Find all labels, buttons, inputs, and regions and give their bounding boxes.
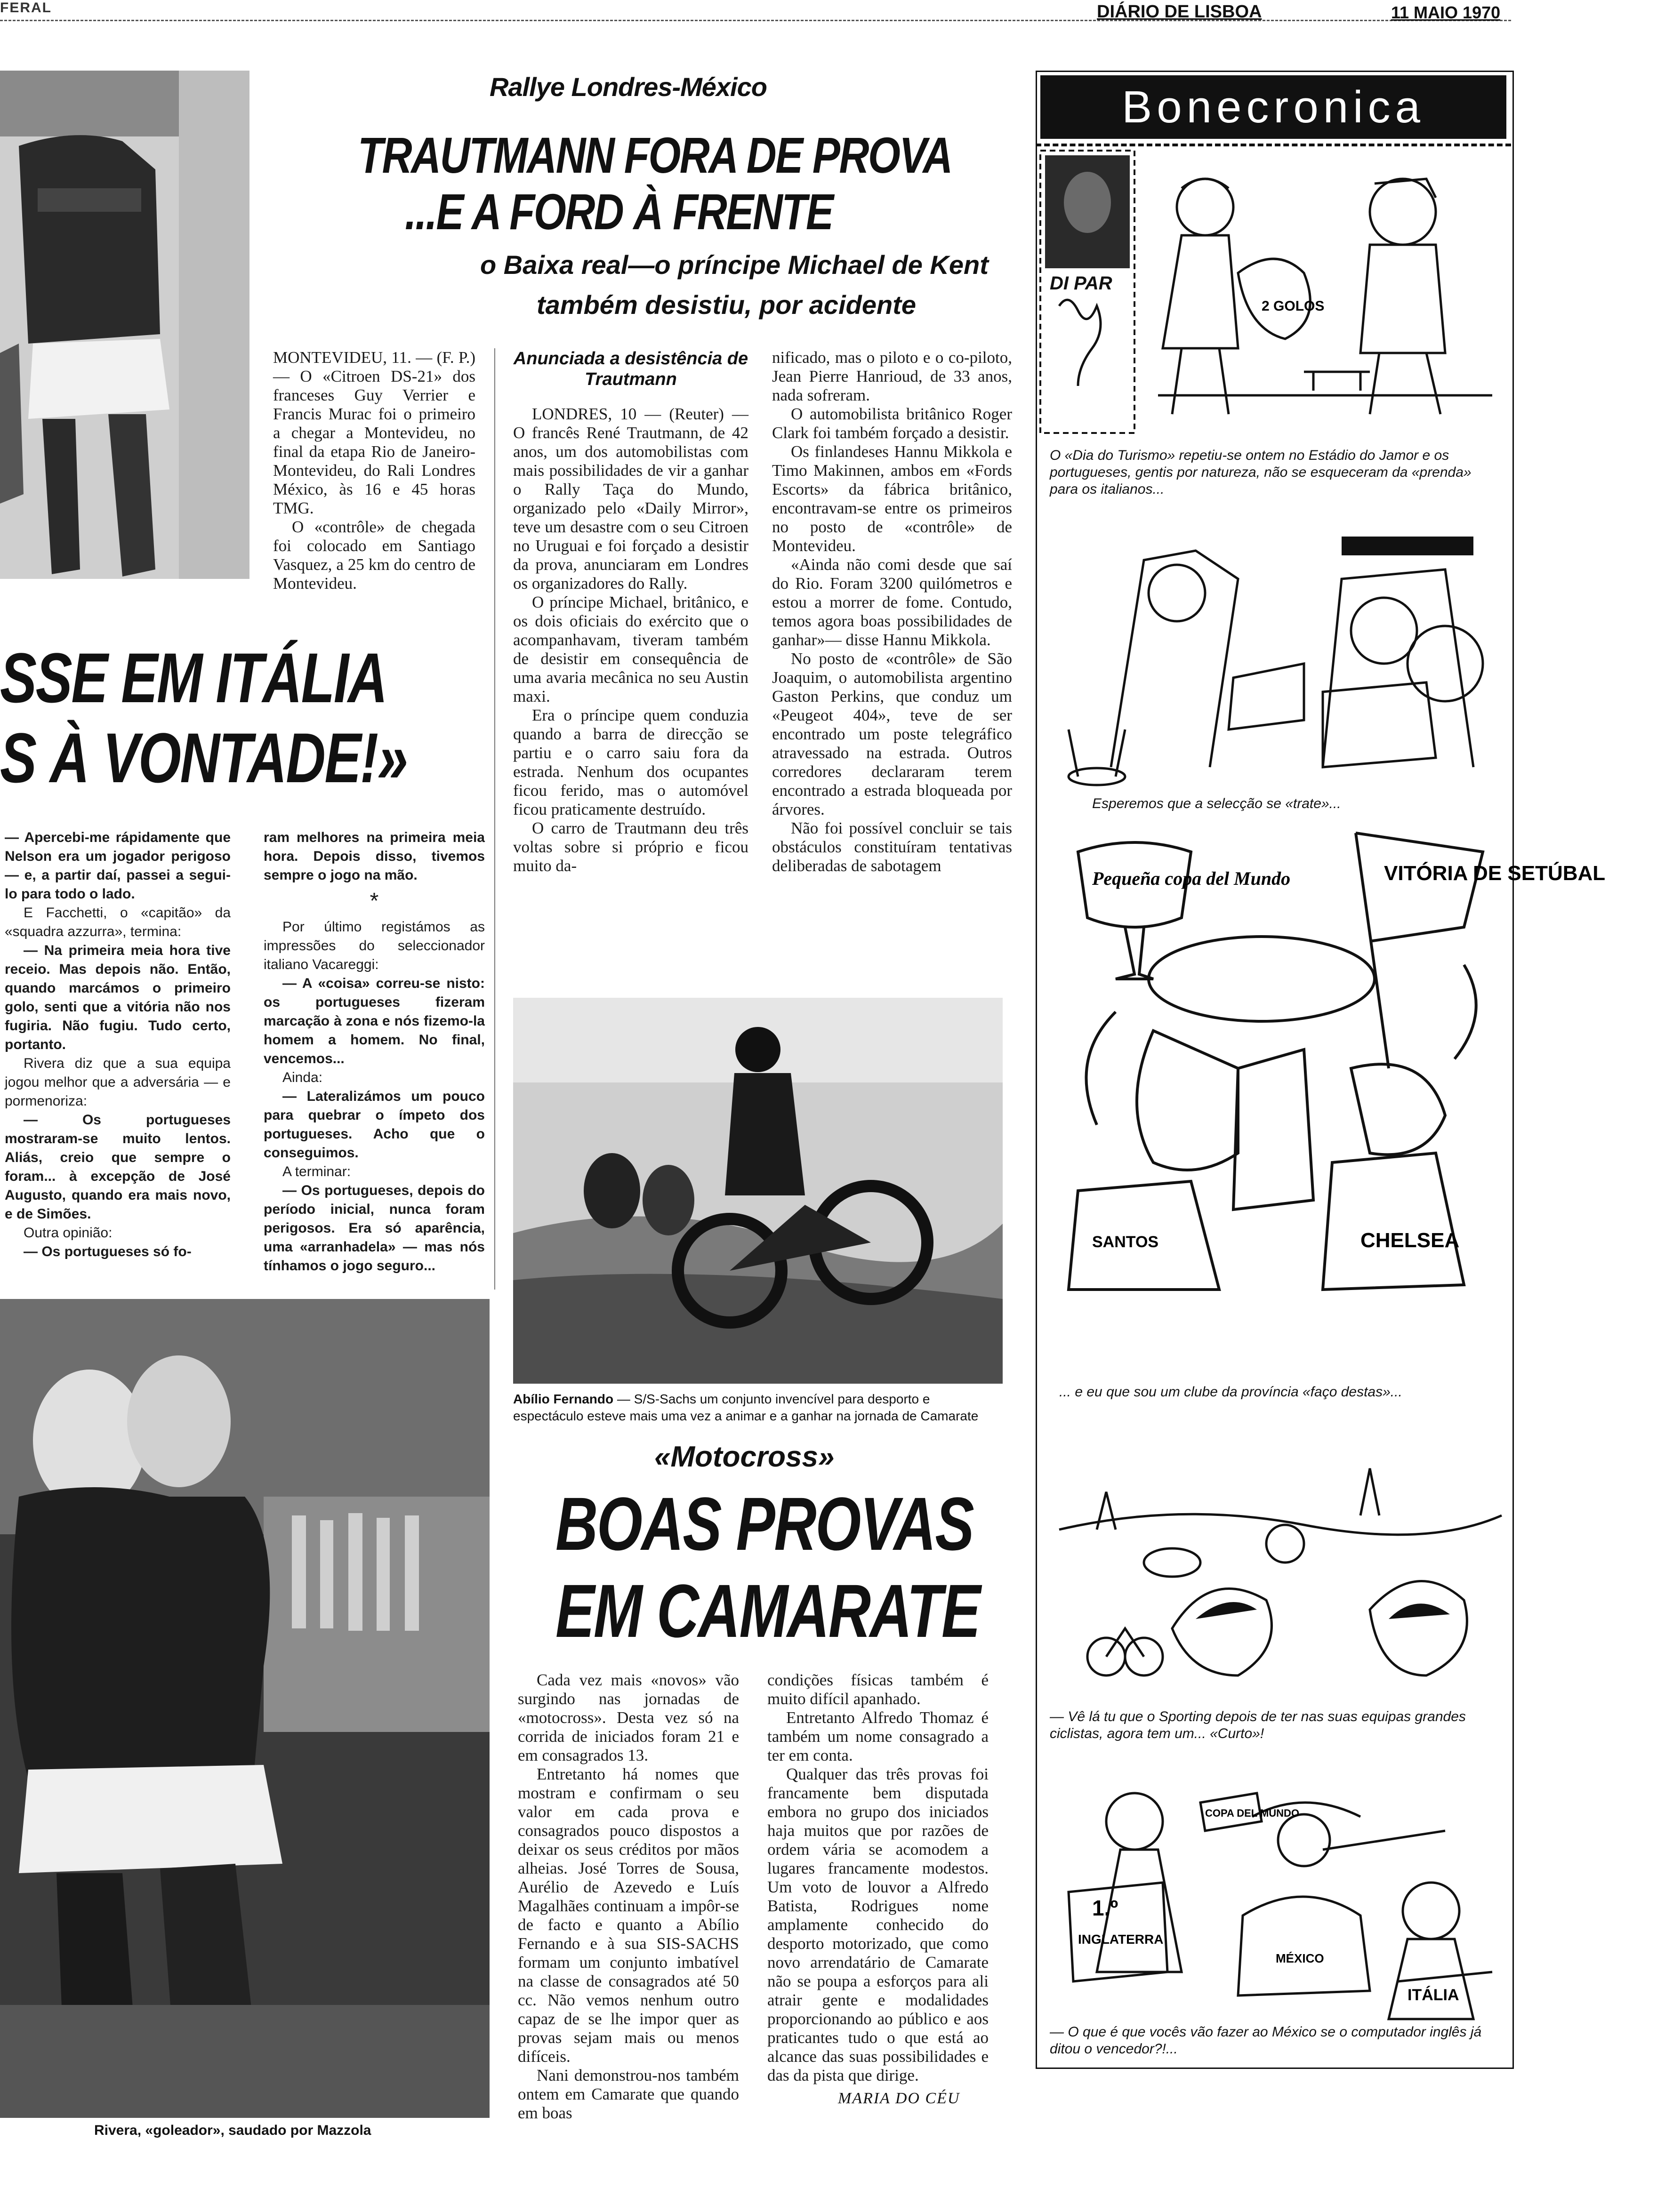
- page-date: 11 MAIO 1970: [1391, 3, 1501, 22]
- motocross-headline-1: BOAS PROVAS: [555, 1482, 973, 1566]
- rally-col2-p2: O príncipe Michael, britânico, e os dois oficiais do exército que o acompanhavam, tiveram também de desistir em consequência de uma avaria mecânica no seu Austin maxi.: [513, 593, 748, 705]
- rally-col3-p4: «Ainda não comi desde que saí do Rio. Foram 3200 quilómetros e estou a morrer de fome. Contudo, temos agora boas possibilidades de ganhar»— disse Hannu Mikkola.: [772, 555, 1012, 649]
- motocross-photo-caption: [513, 1391, 1003, 1425]
- caption-seleccao: Esperemos que a selecção se «trate»...: [1092, 796, 1341, 811]
- motocross-col2-p1: condições físicas também é muito difícil apanhado.: [767, 1671, 989, 1708]
- header-left-fragment: FERAL: [0, 0, 52, 16]
- italia-col2-p3: Ainda:: [282, 1070, 323, 1085]
- motocross-kicker: «Motocross»: [654, 1441, 835, 1473]
- newspaper-name: DIÁRIO DE LISBOA: [1097, 2, 1262, 22]
- rally-col1-p1: MONTEVIDEU, 11. — (F. P.) — O «Citroen DS-21» dos franceses Guy Verrier e Francis Murac foi o primeiro a chegar a Montevideu, no final da etapa Rio de Janeiro-Montevideu, do Rali Londres México, às 16 e 45 horas TMG.: [273, 348, 475, 517]
- cup-text: Pequeña copa del Mundo: [1092, 868, 1291, 889]
- caption-vitoria: ... e eu que sou um clube da província «faço destas»...: [1059, 1384, 1402, 1400]
- rivera-photo: [0, 1299, 490, 2118]
- rally-col1-p2: O «contrôle» de chegada foi colocado em Santiago Vasquez, a 25 km do centro de Montevideu.: [273, 518, 475, 593]
- pennant-text: VITÓRIA DE SETÚBAL: [1384, 862, 1606, 885]
- sign-first-text: 1.º: [1092, 1896, 1118, 1920]
- rally-col3-p5: No posto de «contrôle» de São Joaquim, o automobilista argentino Gaston Perkins, que conduz um «Peugeot 404», teve de ser encontrado um poste telegráfico atravessado na estrada. Outros corredores declararam terem encontrado a estrada bloqueada por árvores.: [772, 649, 1012, 818]
- caption-turismo: O «Dia do Turismo» repetiu-se ontem no Estádio do Jamor e os portugueses, gentis por natureza, não se esqueceram da «prenda» para os italianos...: [1050, 448, 1472, 497]
- bonecronica-dashed-rule: [1036, 144, 1511, 146]
- footballer-photo-top-image: [0, 71, 249, 579]
- header-top-rule: [0, 20, 1511, 21]
- rally-col2-heading: Anunciada a desistência de Trautmann: [513, 349, 748, 389]
- italia-col2-p6: — Os portugueses, depois do período inicial, nunca foram perigosos. Era só aparência, uma «arranhadela» — mas nós tínhamos o jogo seguro...: [264, 1183, 485, 1274]
- motocross-col2-p2: Entretanto Alfredo Thomaz é também um nome consagrado a ter em conta.: [767, 1708, 989, 1764]
- shirt-right-text: CHELSEA: [1360, 1229, 1460, 1252]
- motocross-photo-image: [513, 998, 1003, 1384]
- cartoon-turismo: [1040, 151, 1506, 433]
- bonecronica-title: Bonecronica: [1040, 75, 1506, 139]
- italia-col2-p1: Por último registámos as impressões do seleccionador italiano Vacareggi:: [264, 919, 485, 972]
- rally-column-1: [273, 348, 475, 593]
- italia-col1-p1: — Apercebi-me rápidamente que Nelson era um jogador perigoso — e, a partir daí, passei a segui-lo para todo o lado.: [5, 830, 231, 902]
- italia-col2-p4: — Lateralizámos um pouco para quebrar o ímpeto dos portugueses. Acho que o conseguimos.: [264, 1089, 485, 1161]
- rally-headline-2: ...E A FORD À FRENTE: [405, 183, 833, 240]
- cartoon-sporting: [1040, 1450, 1506, 1704]
- italia-col1-p5: — Os portugueses mostraram-se muito lentos. Aliás, creio que sempre o foram... à excepção de José Augusto, quando era mais novo, e de Simões.: [5, 1112, 231, 1222]
- rally-col2-p4: O carro de Trautmann deu três voltas sobre si próprio e ficou muito da-: [513, 819, 748, 875]
- caption-mexico: — O que é que vocês vão fazer ao México se o computador inglês já ditou o vencedor?!...: [1050, 2024, 1482, 2057]
- rally-col2-p1: LONDRES, 10 — (Reuter) — O francês René Trautmann, de 42 anos, um dos automobilistas com mais possibilidades de vir a ganhar o Rally Taça do Mundo, organizado pelo «Daily Mirror», teve um desastre com o seu Citroen no Uruguai e foi forçado a desistir da prova, anunciaram em Londres os organizadores do Rally.: [513, 405, 748, 593]
- cartoon-bag-text: 2 GOLOS: [1262, 298, 1325, 314]
- rally-column-2: [513, 405, 748, 875]
- italia-col1-p4: Rivera diz que a sua equipa jogou melhor que a adversária — e pormenoriza:: [5, 1056, 231, 1109]
- italia-headline-2: S À VONTADE!»: [0, 718, 407, 797]
- cartoon-vitoria: [1040, 824, 1606, 1294]
- motocross-col2-p3: Qualquer das três provas foi francamente bem disputada embora no grupo dos iniciados haja muitos que por razões de ordem vária se acomodem a lugares francamente modestos. Um voto de louvor a Alfredo Batista, Rodrigues nome amplamente conhecido do desporto motorizado, que como novo arrendatário de Camarate não se poupa a esforços para ali atrair gente e modalidades proporcionando ao público e aos praticantes tudo o que está ao alcance das suas possibilidades e das da pista que dirige.: [767, 1765, 989, 2084]
- motocross-photo: [513, 998, 1003, 1384]
- rally-column-3: [772, 348, 1012, 875]
- rivera-caption: Rivera, «goleador», saudado por Mazzola: [94, 2123, 371, 2138]
- italia-label-text: ITÁLIA: [1408, 1986, 1459, 2004]
- column-rule-left: [494, 348, 495, 1290]
- rally-col3-p2: O automobilista britânico Roger Clark foi também forçado a desistir.: [772, 405, 1012, 442]
- italia-col2-top: ram melhores na primeira meia hora. Depois disso, tivemos sempre o jogo na mão.: [264, 830, 485, 883]
- horse-label-text: MÉXICO: [1276, 1951, 1324, 1965]
- cartoon-sporting-drawing: [1040, 1450, 1506, 1704]
- moto-caption-name: Abílio Fernando: [513, 1392, 614, 1406]
- shirt-left-text: SANTOS: [1092, 1233, 1159, 1251]
- rally-col3-p1: nificado, mas o piloto e o co-piloto, Jean Pierre Hanrioud, de 33 anos, nada sofreram.: [772, 348, 1012, 404]
- rally-col3-p6: Não foi possível concluir se tais obstáculos constituíram tentativas deliberadas de sabotagem: [772, 819, 1012, 875]
- rally-col3-p3: Os finlandeses Hannu Mikkola e Timo Makinnen, ambos em «Fords Escorts» da fábrica britânico, encontravam-se entre os primeiros no posto de «contrôle» de Montevideu.: [772, 442, 1012, 555]
- cartoon-mexico-drawing: [1040, 1774, 1506, 2038]
- cartoon-vitoria-drawing: [1040, 824, 1606, 1294]
- footballer-photo-top: [0, 71, 249, 579]
- motocross-byline: MARIA DO CÉU: [838, 2090, 960, 2107]
- rally-col2-p3: Era o príncipe quem conduzia quando a barra de direcção se partiu e o carro saiu fora da estrada. Nenhum dos ocupantes ficou ferido, mas o automóvel ficou praticamente destruído.: [513, 706, 748, 818]
- motocross-column-2: [767, 1671, 989, 2085]
- italia-col1-p3: — Na primeira meia hora tive receio. Mas depois não. Então, quando marcámos o primeiro golo, senti que a vitória não nos fugiria. Não fugiu. Tudo certo, portanto.: [5, 943, 231, 1052]
- motocross-col1-p3: Nani demonstrou-nos também ontem em Camarate que quando em boas: [518, 2066, 739, 2122]
- caption-sporting: — Vê lá tu que o Sporting depois de ter nas suas equipas grandes ciclistas, agora tem um... «Curto»!: [1050, 1709, 1466, 1741]
- rally-subhead-2: também desistiu, por acidente: [537, 290, 916, 320]
- cartoon-mexico: [1040, 1774, 1506, 2038]
- italia-col2-p2: — A «coisa» correu-se nisto: os portugueses fizeram marcação à zona e nós fizemo-la homem a homem. No final, vencemos...: [264, 976, 485, 1066]
- rally-headline-1: TRAUTMANN FORA DE PROVA: [358, 127, 952, 184]
- italia-col1-p6: Outra opinião:: [24, 1225, 113, 1241]
- motocross-col1-p2: Entretanto há nomes que mostram e confirmam o seu valor em cada prova e consagrados pouco dispostos a deixar os seus créditos por mãos alheias. José Torres de Sousa, Aurélio de Azevedo e Luís Magalhães continuam a impôr-se de facto e quanto a Abílio Fernando e à sua SIS-SACHS formam um conjunto imbatível na classe de consagrados até 50 cc. Não vemos nenhum outro capaz de se lhe impor quer as provas sejam mais ou menos difíceis.: [518, 1765, 739, 2066]
- rivera-photo-image: [0, 1299, 490, 2118]
- italia-headline-1: SSE EM ITÁLIA: [0, 638, 387, 717]
- rally-subhead-1: o Baixa real—o príncipe Michael de Kent: [480, 250, 989, 280]
- motocross-col1-p1: Cada vez mais «novos» vão surgindo nas jornadas de «motocross». Desta vez só na corrida de iniciados foram 21 e em consagrados 13.: [518, 1671, 739, 1764]
- italia-asterisk: *: [370, 889, 379, 914]
- italia-column-1: [5, 828, 231, 1261]
- motocross-headline-2: EM CAMARATE: [555, 1569, 980, 1653]
- italia-col1-p7: — Os portugueses só fo-: [24, 1244, 192, 1259]
- cartoon-signature: DI PAR: [1050, 273, 1112, 294]
- cartoon-seleccao: [1040, 522, 1506, 786]
- sign-country-text: INGLATERRA: [1078, 1932, 1164, 1947]
- copa-hat-text: COPA DEL MUNDO: [1205, 1807, 1300, 1819]
- motocross-column-1: [518, 1671, 739, 2123]
- italia-col2-p5: A terminar:: [282, 1164, 351, 1179]
- rally-kicker: Rallye Londres-México: [490, 72, 767, 102]
- moto-caption-text: — S/S-Sachs um conjunto invencível para desporto e espectáculo esteve mais uma vez a animar e a ganhar na jornada de Camarate: [513, 1392, 979, 1423]
- italia-column-2: [264, 828, 485, 1275]
- cartoon-seleccao-drawing: [1040, 522, 1506, 786]
- italia-col1-p2: E Facchetti, o «capitão» da «squadra azzurra», termina:: [5, 905, 231, 939]
